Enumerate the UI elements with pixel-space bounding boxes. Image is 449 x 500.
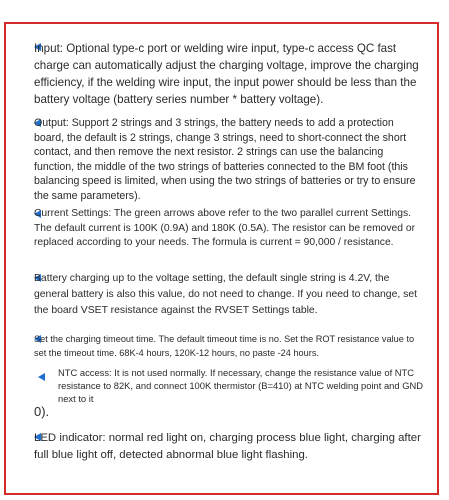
ntc-tail-text: 0).: [34, 404, 50, 419]
ntc-paragraph: NTC access: It is not used normally. If necessary, change the resistance value of NTC resistance to 82K, and connect 100K thermistor (B=410) at NTC welding point and GND next to it: [58, 367, 424, 405]
input-paragraph: Input: Optional type-c port or welding wire input, type-c access QC fast charge can automatically adjust the charging voltage, improve the charging efficiency, if the welding wire input, the input power should be less than the battery voltage (battery series number * battery voltage).: [34, 42, 419, 106]
current-settings-paragraph: Current Settings: The green arrows above refer to the two parallel current Settings. The default current is 100K (0.9A) and 180K (0.5A). The resistor can be removed or replaced according to your needs. The formula is current = 90,000 / resistance.: [34, 208, 415, 249]
battery-voltage-paragraph: Battery charging up to the voltage setting, the default single string is 4.2V, the general battery is also this value, do not need to change. If you need to change, set the board VSET resistance against the RVSET Settings table.: [34, 273, 417, 316]
blue-left-arrow-icon: [38, 373, 45, 381]
output-paragraph: Output: Support 2 strings and 3 strings, the battery needs to add a protection board, the default is 2 strings, change 3 strings, need to short-connect the short contact, and then remove the next resistor. 2 strings can use the balancing function, the middle of the two strings of batteries connected to the BM foot (this balancing speed is limited, when using the two strings of batteries or try to ensure the same parameters).: [34, 117, 416, 202]
timeout-paragraph: Set the charging timeout time. The default timeout time is no. Set the ROT resistance value to set the timeout time. 68K-4 hours, 120K-12 hours, no paste -24 hours.: [34, 334, 415, 358]
led-indicator-paragraph: LED indicator: normal red light on, charging process blue light, charging after full blue light off, detected abnormal blue light flashing.: [34, 432, 421, 461]
